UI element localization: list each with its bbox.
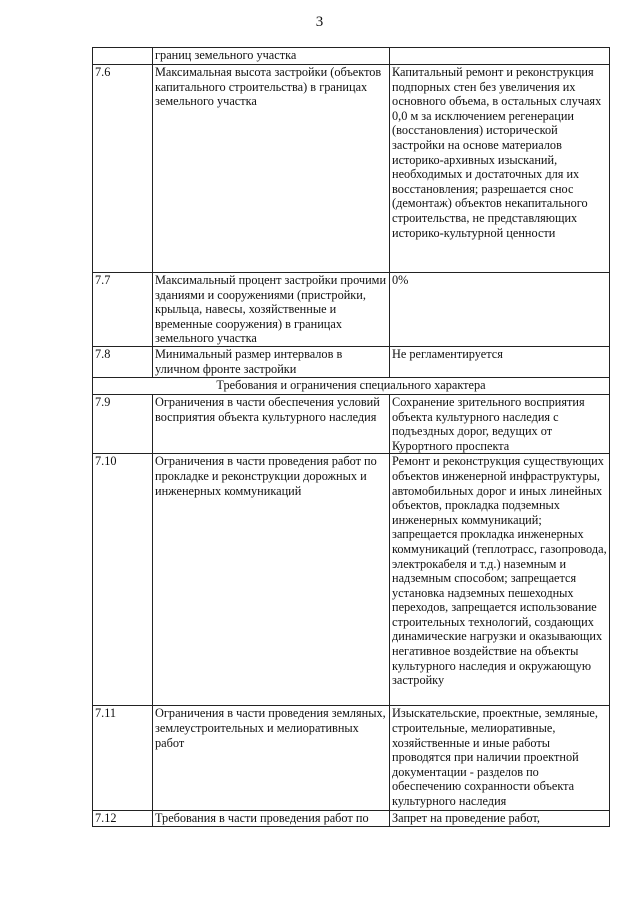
table-row [93, 394, 610, 453]
requirement-value-cell: Ремонт и реконструкция существующих объектов инженерной инфраструктуры, автомобильных дорог и иных линейных объектов, прокладка подземных инженерных коммуникаций; запрещается прокладка инженерных коммуникаций (теплотрасс, газопровода, электрокабеля и т.д.) наземным и надземным способом; запрещается установка надземных пешеходных переходов, запрещается использование строительных технологий, создающих динамические нагрузки и оказывающих негативное воздействие на объекты культурного наследия и окружающую застройку [390, 454, 610, 706]
row-number-cell: 7.9 [93, 394, 153, 453]
row-number-cell: 7.10 [93, 454, 153, 706]
requirement-value-cell: Сохранение зрительного восприятия объекта культурного наследия с подъездных дорог, ведущих от Курортного проспекта [390, 394, 610, 453]
section-header-row [93, 377, 610, 394]
table-row [93, 811, 610, 827]
regulations-table [92, 47, 610, 827]
requirement-value-cell: Не регламентируется [390, 346, 610, 377]
row-number-cell: 7.12 [93, 811, 153, 827]
requirement-value-cell: Запрет на проведение работ, [390, 811, 610, 827]
row-number-cell: 7.11 [93, 706, 153, 811]
requirement-value-cell: Изыскательские, проектные, земляные, строительные, мелиоративные, хозяйственные и иные работы проводятся при наличии проектной документации - разделов по обеспечению сохранности объекта культурного наследия [390, 706, 610, 811]
requirement-value-cell: 0% [390, 273, 610, 347]
requirement-value-cell: Капитальный ремонт и реконструкция подпорных стен без увеличения их основного объема, в остальных случаях 0,0 м за исключением регенерации (восстановления) исторической застройки на основе материалов историко-архивных изысканий, необходимых и достаточных для их восстановления; разрешается снос (демонтаж) объектов некапитального строительства, не представляющих историко-культурной ценности [390, 65, 610, 273]
requirement-name-cell: Ограничения в части проведения работ по прокладке и реконструкции дорожных и инженерных коммуникаций [153, 454, 390, 706]
row-number-cell: 7.6 [93, 65, 153, 273]
requirement-name-cell: границ земельного участка [153, 48, 390, 65]
table-row [93, 273, 610, 347]
requirement-name-cell: Минимальный размер интервалов в уличном фронте застройки [153, 346, 390, 377]
requirement-name-cell: Требования в части проведения работ по [153, 811, 390, 827]
row-number-cell [93, 48, 153, 65]
requirement-name-cell: Ограничения в части проведения земляных, землеустроительных и мелиоративных работ [153, 706, 390, 811]
table-row [93, 48, 610, 65]
table-row [93, 65, 610, 273]
requirement-name-cell: Максимальная высота застройки (объектов капитального строительства) в границах земельного участка [153, 65, 390, 273]
row-number-cell: 7.8 [93, 346, 153, 377]
table-row [93, 346, 610, 377]
requirement-name-cell: Ограничения в части обеспечения условий восприятия объекта культурного наследия [153, 394, 390, 453]
page-number: 3 [315, 14, 324, 30]
table-row [93, 454, 610, 706]
requirement-name-cell: Максимальный процент застройки прочими зданиями и сооружениями (пристройки, крыльца, навесы, хозяйственные и временные сооружения) в границах земельного участка [153, 273, 390, 347]
table-row [93, 706, 610, 811]
requirement-value-cell [390, 48, 610, 65]
section-header: Требования и ограничения специального характера [93, 377, 610, 394]
row-number-cell: 7.7 [93, 273, 153, 347]
